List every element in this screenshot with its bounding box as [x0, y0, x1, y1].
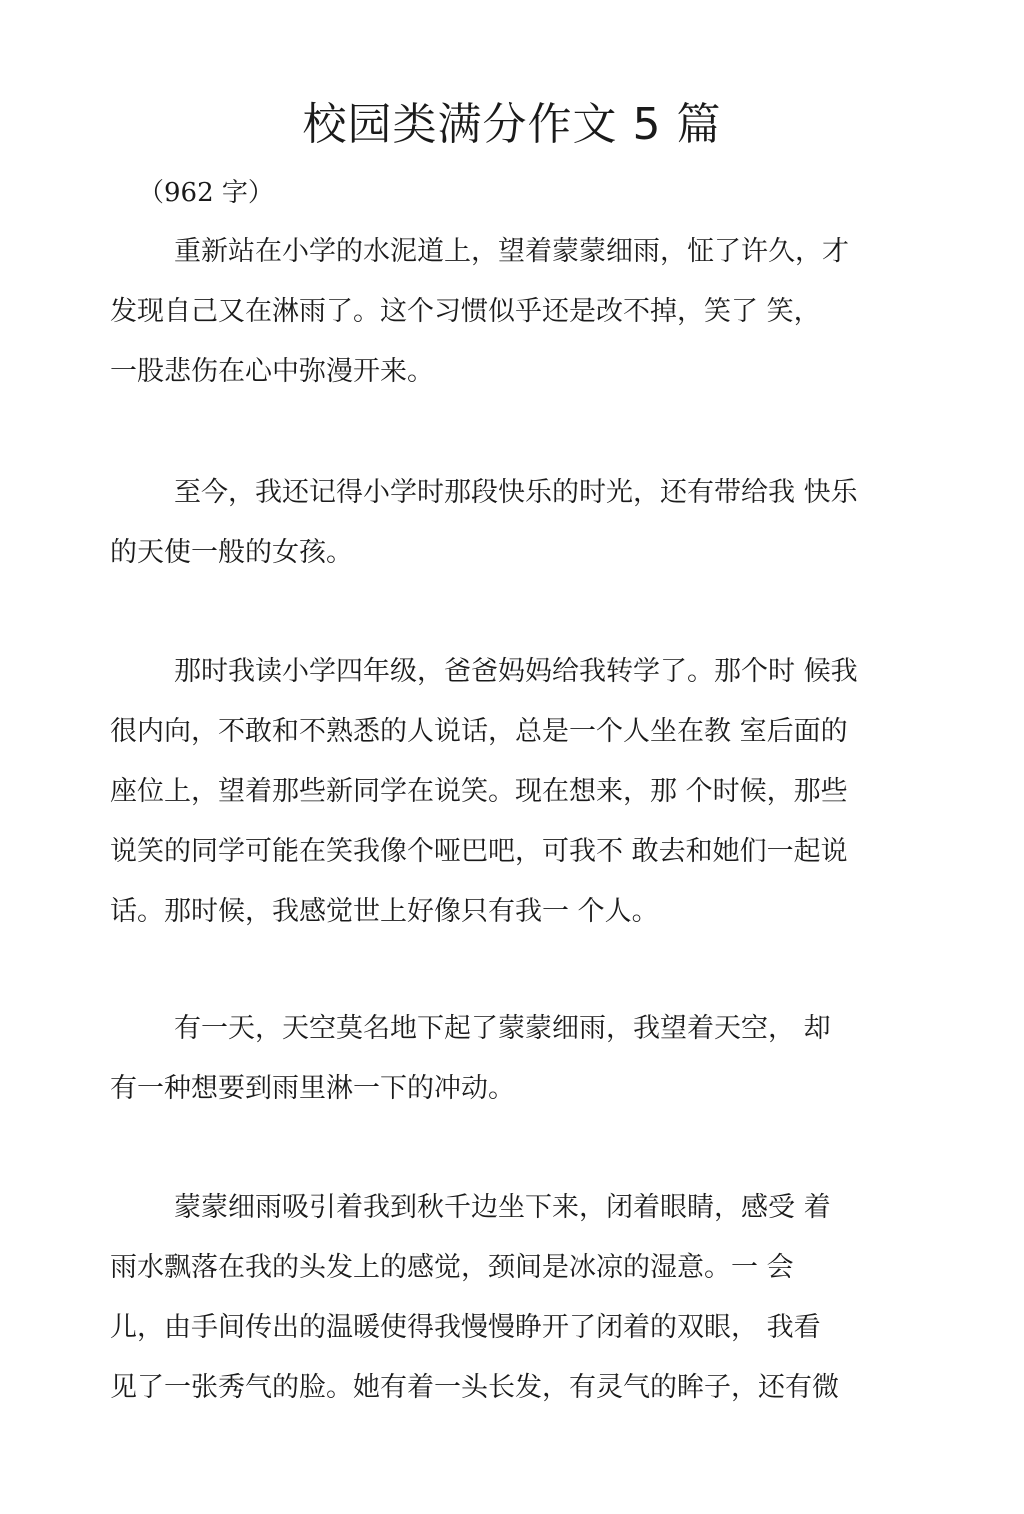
- paragraph-5: [110, 1178, 930, 1418]
- paragraph-line: 蒙蒙细雨吸引着我到秋千边坐下来，闭着眼睛，感受 着: [174, 1192, 831, 1223]
- paragraph-line: 那时我读小学四年级，爸爸妈妈给我转学了。那个时 候我: [174, 656, 858, 687]
- paragraph-line: 见了一张秀气的脸。她有着一头长发，有灵气的眸子，还有微: [110, 1372, 839, 1403]
- paragraph-2: [110, 463, 930, 583]
- paragraph-line: 重新站在小学的水泥道上，望着蒙蒙细雨，怔了许久，才: [174, 236, 849, 267]
- paragraph-line: 座位上，望着那些新同学在说笑。现在想来，那 个时候，那些: [110, 776, 848, 807]
- paragraph-line: 雨水飘落在我的头发上的感觉，颈间是冰凉的湿意。一 会: [110, 1252, 794, 1283]
- paragraph-4: [110, 999, 930, 1119]
- paragraph-line: 有一种想要到雨里淋一下的冲动。: [110, 1073, 515, 1104]
- paragraph-line: 的天使一般的女孩。: [110, 537, 353, 568]
- paragraph-line: 儿，由手间传出的温暖使得我慢慢睁开了闭着的双眼， 我看: [110, 1312, 821, 1343]
- paragraph-line: 话。那时候，我感觉世上好像只有我一 个人。: [110, 896, 659, 927]
- paragraph-line: 有一天，天空莫名地下起了蒙蒙细雨，我望着天空， 却: [174, 1013, 831, 1044]
- paragraph-line: 至今，我还记得小学时那段快乐的时光，还有带给我 快乐: [174, 477, 858, 508]
- paragraph-line: 很内向，不敢和不熟悉的人说话，总是一个人坐在教 室后面的: [110, 716, 848, 747]
- paragraph-3: [110, 642, 930, 942]
- paragraph-1: [110, 222, 930, 402]
- word-count: （962 字）: [138, 178, 274, 208]
- paragraph-line: 发现自己又在淋雨了。这个习惯似乎还是改不掉，笑了 笑，: [110, 296, 821, 327]
- paragraph-line: 一股悲伤在心中弥漫开来。: [110, 356, 434, 387]
- page-title: 校园类满分作文 5 篇: [302, 99, 722, 150]
- paragraph-line: 说笑的同学可能在笑我像个哑巴吧，可我不 敢去和她们一起说: [110, 836, 848, 867]
